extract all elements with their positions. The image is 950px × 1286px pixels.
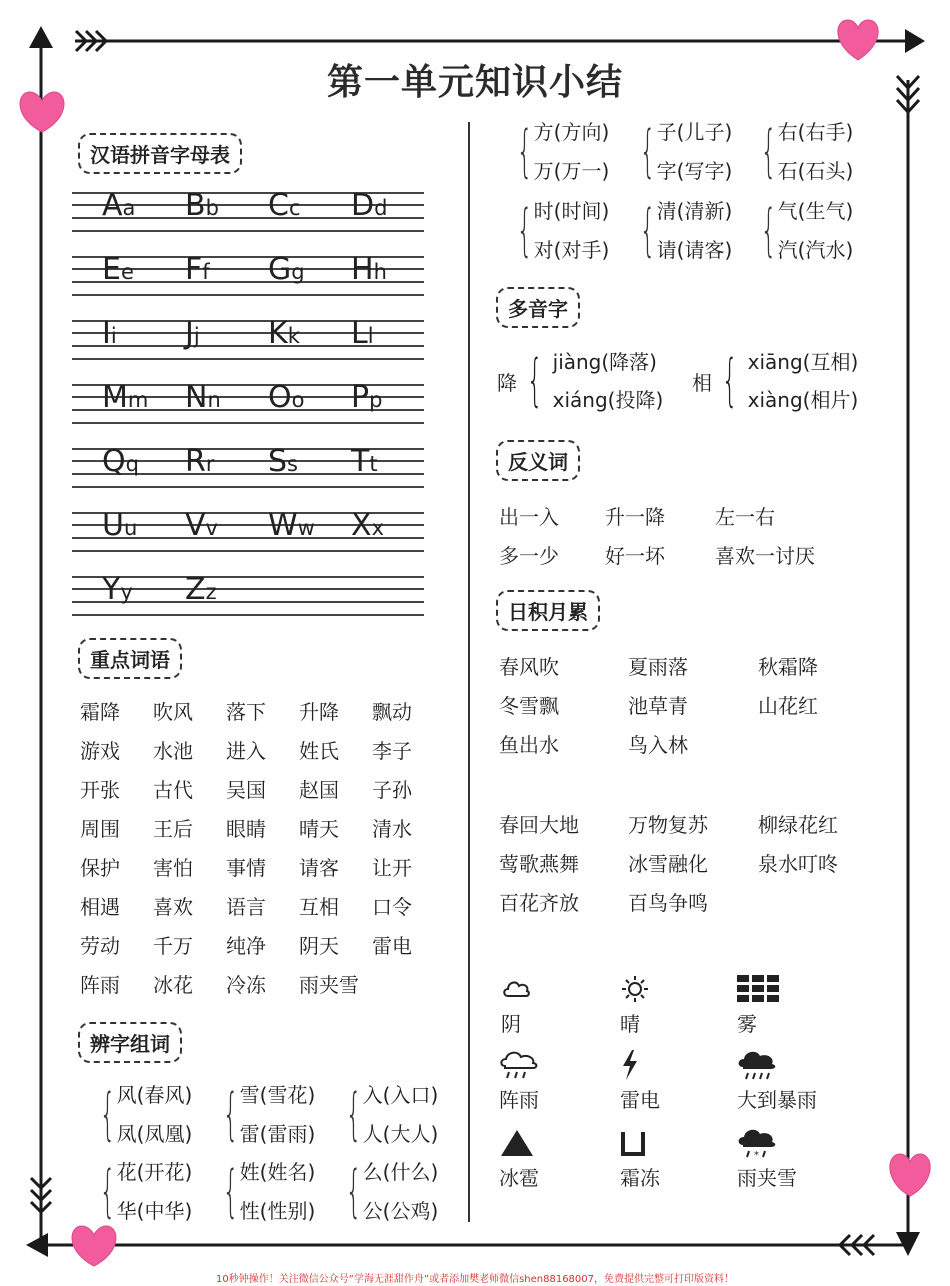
weather-label: 阵雨 <box>499 1088 539 1112</box>
lowercase-letter: o <box>291 388 305 412</box>
alphabet-row <box>72 508 424 572</box>
uppercase-letter: P <box>351 380 370 415</box>
lowercase-letter: y <box>120 580 133 604</box>
word-entry: 请(请客) <box>656 238 733 262</box>
word-cell: 赵国 <box>299 778 339 802</box>
word-row <box>499 843 868 882</box>
word-row <box>499 685 868 724</box>
sleet-icon <box>737 1124 797 1162</box>
word-cell: 子孙 <box>372 778 412 802</box>
frost-icon <box>620 1124 660 1162</box>
uppercase-letter: B <box>185 188 206 223</box>
word-entry: 华(中华) <box>116 1199 193 1223</box>
thunder-icon <box>620 1046 660 1084</box>
weather-symbol <box>499 1046 541 1113</box>
polyphone-char: 相 <box>692 370 712 395</box>
alphabet-row <box>72 380 424 444</box>
letter-pair <box>268 316 300 351</box>
letter-pair <box>102 252 134 287</box>
uppercase-letter: V <box>185 508 206 543</box>
letter-pair <box>351 316 374 351</box>
column-divider <box>468 122 470 1222</box>
word-cell: 升一降 <box>605 505 665 529</box>
word-row <box>80 730 445 769</box>
brace-icon: { <box>760 119 777 184</box>
rainstorm-icon <box>737 1046 817 1084</box>
word-row <box>499 496 845 535</box>
character-pair <box>497 113 609 191</box>
word-entry: 万(万一) <box>533 159 610 183</box>
word-entry: 气(生气) <box>777 199 854 223</box>
lowercase-letter: h <box>373 260 387 284</box>
uppercase-letter: W <box>268 508 298 543</box>
weather-symbol <box>620 1046 660 1113</box>
lowercase-letter: j <box>193 324 200 348</box>
character-pair <box>80 1153 192 1231</box>
word-cell: 周围 <box>80 817 120 841</box>
word-cell: 姓氏 <box>299 739 339 763</box>
word-entry: 汽(汽水) <box>777 238 854 262</box>
letter-pair <box>185 508 218 543</box>
letter-pair <box>185 380 221 415</box>
weather-symbol <box>620 970 650 1037</box>
word-entry: 花(开花) <box>116 1160 193 1184</box>
svg-text:*: * <box>754 1150 759 1159</box>
uppercase-letter: U <box>102 508 124 543</box>
word-entry: 子(儿子) <box>656 120 733 144</box>
word-cell: 冷冻 <box>226 973 266 997</box>
brace-icon: { <box>99 1082 116 1147</box>
letter-pair <box>185 252 210 287</box>
word-cell: 雨夹雪 <box>299 973 359 997</box>
word-row <box>80 691 445 730</box>
word-cell: 柳绿花红 <box>758 813 838 837</box>
brace-icon: { <box>516 119 533 184</box>
brace-icon: { <box>222 1082 239 1147</box>
heart-icon <box>72 1226 116 1266</box>
brace-icon: { <box>222 1159 239 1224</box>
weather-symbol <box>620 1124 660 1191</box>
section-key-words-tag: 重点词语 <box>78 638 182 679</box>
word-cell: 冰雪融化 <box>628 852 708 876</box>
word-cell: 喜欢一讨厌 <box>715 544 815 568</box>
brace-icon: { <box>516 198 533 263</box>
word-cell: 升降 <box>299 700 339 724</box>
alphabet-row <box>72 572 424 636</box>
lowercase-letter: t <box>369 452 378 476</box>
character-pair <box>203 1076 315 1154</box>
polyphone-reading: xiáng(投降) <box>552 388 664 412</box>
word-entry: 清(清新) <box>656 199 733 223</box>
brace-icon: { <box>345 1159 362 1224</box>
word-entry: 性(性别) <box>239 1199 316 1223</box>
uppercase-letter: Y <box>102 572 121 607</box>
word-row <box>80 886 445 925</box>
character-pair <box>80 1076 192 1154</box>
word-cell: 水池 <box>153 739 193 763</box>
letter-pair <box>351 508 384 543</box>
weather-symbol <box>501 970 531 1037</box>
letter-pair <box>351 252 387 287</box>
lowercase-letter: x <box>371 516 384 540</box>
weather-symbol <box>499 1124 539 1191</box>
word-cell: 劳动 <box>80 934 120 958</box>
word-cell: 古代 <box>153 778 193 802</box>
uppercase-letter: X <box>351 508 372 543</box>
alphabet-row <box>72 252 424 316</box>
alphabet-row <box>72 188 424 252</box>
word-cell: 请客 <box>299 856 339 880</box>
uppercase-letter: Z <box>185 572 206 607</box>
word-cell: 让开 <box>372 856 412 880</box>
word-cell: 鸟入林 <box>628 733 688 757</box>
word-entry: 对(对手) <box>533 238 610 262</box>
word-cell: 开张 <box>80 778 120 802</box>
word-cell: 百鸟争鸣 <box>628 891 708 915</box>
word-cell: 出一入 <box>499 505 559 529</box>
word-cell: 保护 <box>80 856 120 880</box>
letter-pair <box>268 188 301 223</box>
letter-pair <box>102 316 117 351</box>
lowercase-letter: p <box>369 388 383 412</box>
letter-pair <box>102 188 135 223</box>
word-cell: 阵雨 <box>80 973 120 997</box>
word-cell: 多一少 <box>499 544 559 568</box>
uppercase-letter: R <box>185 444 206 479</box>
word-entry: 方(方向) <box>533 120 610 144</box>
page-title: 第一单元知识小结 <box>326 62 623 103</box>
uppercase-letter: M <box>102 380 128 415</box>
word-row <box>499 724 868 763</box>
uppercase-letter: G <box>268 252 292 287</box>
letter-pair <box>268 508 315 543</box>
word-cell: 山花红 <box>758 694 818 718</box>
word-row <box>499 882 868 921</box>
lowercase-letter: s <box>287 452 298 476</box>
uppercase-letter: N <box>185 380 208 415</box>
word-row <box>80 847 445 886</box>
weather-label: 雨夹雪 <box>737 1166 797 1190</box>
word-cell: 眼睛 <box>226 817 266 841</box>
brace-icon: { <box>639 198 656 263</box>
word-row <box>80 808 445 847</box>
lowercase-letter: n <box>207 388 221 412</box>
letter-pair <box>102 380 148 415</box>
polyphone-item <box>497 343 663 419</box>
word-cell: 事情 <box>226 856 266 880</box>
word-cell: 王后 <box>153 817 193 841</box>
brace-icon: { <box>760 198 777 263</box>
word-entry: 字(写字) <box>656 159 733 183</box>
word-cell: 飘动 <box>372 700 412 724</box>
uppercase-letter: O <box>268 380 292 415</box>
cloud-icon <box>501 970 531 1008</box>
word-cell: 冬雪飘 <box>499 694 559 718</box>
word-entry: 右(右手) <box>777 120 854 144</box>
word-cell: 秋霜降 <box>758 655 818 679</box>
word-row <box>80 925 445 964</box>
uppercase-letter: C <box>268 188 289 223</box>
weather-label: 阴 <box>501 1012 521 1036</box>
accumulate-idioms <box>499 804 868 921</box>
accumulate-phrases <box>499 646 868 763</box>
key-words-grid <box>80 691 445 1003</box>
word-cell: 万物复苏 <box>628 813 708 837</box>
word-cell: 冰花 <box>153 973 193 997</box>
uppercase-letter: S <box>268 444 288 479</box>
word-cell: 阴天 <box>299 934 339 958</box>
word-cell: 春回大地 <box>499 813 579 837</box>
alphabet-row <box>72 444 424 508</box>
weather-label: 雷电 <box>620 1088 660 1112</box>
word-cell: 左一右 <box>715 505 775 529</box>
word-cell: 口令 <box>372 895 412 919</box>
letter-pair <box>102 508 137 543</box>
lowercase-letter: b <box>205 196 219 220</box>
polyphone-reading: jiàng(降落) <box>552 350 657 374</box>
lowercase-letter: g <box>291 260 305 284</box>
brace-icon: { <box>345 1082 362 1147</box>
heart-icon <box>890 1154 930 1196</box>
word-cell: 相遇 <box>80 895 120 919</box>
word-cell: 语言 <box>226 895 266 919</box>
word-cell: 吹风 <box>153 700 193 724</box>
lowercase-letter: z <box>205 580 217 604</box>
word-cell: 泉水叮咚 <box>758 852 838 876</box>
word-cell: 李子 <box>372 739 412 763</box>
weather-symbol <box>737 1124 797 1191</box>
arrowhead-icon <box>905 29 925 53</box>
word-entry: 雷(雷雨) <box>239 1122 316 1146</box>
uppercase-letter: E <box>102 252 121 287</box>
character-pair <box>203 1153 315 1231</box>
word-entry: 时(时间) <box>533 199 610 223</box>
polyphone-item <box>692 343 858 419</box>
arrowhead-icon <box>29 26 53 48</box>
lowercase-letter: w <box>297 516 315 540</box>
uppercase-letter: A <box>102 188 123 223</box>
word-row <box>80 769 445 808</box>
polyphone-reading: xiàng(相片) <box>747 388 859 412</box>
brace-icon: { <box>639 119 656 184</box>
lowercase-letter: f <box>202 260 210 284</box>
word-cell: 喜欢 <box>153 895 193 919</box>
word-row <box>499 646 868 685</box>
word-cell: 纯净 <box>226 934 266 958</box>
uppercase-letter: I <box>102 316 111 351</box>
uppercase-letter: J <box>185 316 194 351</box>
section-distinguish-tag: 辨字组词 <box>78 1022 182 1063</box>
uppercase-letter: H <box>351 252 374 287</box>
lowercase-letter: a <box>122 196 136 220</box>
lowercase-letter: l <box>367 324 374 348</box>
character-pair <box>326 1076 438 1154</box>
uppercase-letter: T <box>351 444 370 479</box>
word-cell: 霜降 <box>80 700 120 724</box>
word-cell: 池草青 <box>628 694 688 718</box>
word-entry: 凤(凤凰) <box>116 1122 193 1146</box>
word-cell: 晴天 <box>299 817 339 841</box>
letter-pair <box>351 380 382 415</box>
fog-icon <box>737 970 781 1008</box>
word-entry: 入(入口) <box>362 1083 439 1107</box>
character-pair <box>741 113 853 191</box>
weather-symbol <box>737 1046 817 1113</box>
word-entry: 么(什么) <box>362 1160 439 1184</box>
character-pair <box>620 113 732 191</box>
weather-label: 大到暴雨 <box>737 1088 817 1112</box>
word-entry: 公(公鸡) <box>362 1199 439 1223</box>
letter-pair <box>268 252 305 287</box>
word-entry: 风(春风) <box>116 1083 193 1107</box>
shower-icon <box>499 1046 541 1084</box>
lowercase-letter: v <box>205 516 218 540</box>
lowercase-letter: d <box>374 196 388 220</box>
letter-pair <box>268 380 304 415</box>
section-polyphone-tag: 多音字 <box>496 287 580 328</box>
uppercase-letter: L <box>351 316 368 351</box>
weather-label: 雾 <box>737 1012 757 1036</box>
uppercase-letter: Q <box>102 444 126 479</box>
word-cell: 夏雨落 <box>628 655 688 679</box>
arrowhead-icon <box>26 1233 48 1257</box>
word-cell: 千万 <box>153 934 193 958</box>
polyphone-char: 降 <box>497 370 517 395</box>
word-row <box>499 535 845 574</box>
letter-pair <box>185 316 200 351</box>
letter-pair <box>102 572 133 607</box>
word-entry: 人(大人) <box>362 1122 439 1146</box>
word-entry: 石(石头) <box>777 159 854 183</box>
character-pair <box>497 192 609 270</box>
lowercase-letter: u <box>123 516 138 540</box>
brace-icon: { <box>721 348 738 413</box>
word-cell: 春风吹 <box>499 655 559 679</box>
antonyms-grid <box>499 496 845 574</box>
section-accumulate-tag: 日积月累 <box>496 590 600 631</box>
lowercase-letter: i <box>110 324 117 348</box>
letter-pair <box>268 444 298 479</box>
uppercase-letter: D <box>351 188 375 223</box>
word-cell: 百花齐放 <box>499 891 579 915</box>
word-entry: 姓(姓名) <box>239 1160 316 1184</box>
word-cell: 清水 <box>372 817 412 841</box>
hail-icon <box>499 1124 539 1162</box>
word-cell: 莺歌燕舞 <box>499 852 579 876</box>
word-entry: 雪(雪花) <box>239 1083 316 1107</box>
word-cell: 吴国 <box>226 778 266 802</box>
word-cell: 害怕 <box>153 856 193 880</box>
character-pair <box>741 192 853 270</box>
word-cell: 游戏 <box>80 739 120 763</box>
word-row <box>499 804 868 843</box>
lowercase-letter: r <box>205 452 215 476</box>
character-pair <box>620 192 732 270</box>
alphabet-row <box>72 316 424 380</box>
word-cell: 鱼出水 <box>499 733 559 757</box>
section-alphabet-tag: 汉语拼音字母表 <box>78 133 242 174</box>
character-pair <box>326 1153 438 1231</box>
sun-icon <box>620 970 650 1008</box>
uppercase-letter: K <box>268 316 288 351</box>
lowercase-letter: e <box>120 260 134 284</box>
letter-pair <box>351 188 387 223</box>
word-row <box>80 964 445 1003</box>
word-cell: 进入 <box>226 739 266 763</box>
word-cell: 落下 <box>226 700 266 724</box>
footer-note: 10秒钟操作！关注微信公众号“学海无涯甜作舟”或者添加樊老师微信shen88168007，免费提供完整可打印版资料！ <box>215 1274 735 1285</box>
letter-pair <box>185 188 219 223</box>
weather-label: 晴 <box>620 1012 640 1036</box>
weather-label: 霜冻 <box>620 1166 660 1190</box>
section-antonyms-tag: 反义词 <box>496 440 580 481</box>
lowercase-letter: m <box>127 388 149 412</box>
polyphone-reading: xiāng(互相) <box>747 350 859 374</box>
brace-icon: { <box>526 348 543 413</box>
lowercase-letter: q <box>125 452 139 476</box>
uppercase-letter: F <box>185 252 203 287</box>
brace-icon: { <box>99 1159 116 1224</box>
weather-symbol <box>737 970 781 1037</box>
alphabet-table <box>72 188 424 636</box>
lowercase-letter: k <box>287 324 300 348</box>
letter-pair <box>351 444 378 479</box>
letter-pair <box>185 572 217 607</box>
lowercase-letter: c <box>288 196 301 220</box>
letter-pair <box>185 444 215 479</box>
letter-pair <box>102 444 139 479</box>
word-cell: 雷电 <box>372 934 412 958</box>
word-cell: 好一坏 <box>605 544 665 568</box>
word-cell: 互相 <box>299 895 339 919</box>
weather-label: 冰雹 <box>499 1166 539 1190</box>
